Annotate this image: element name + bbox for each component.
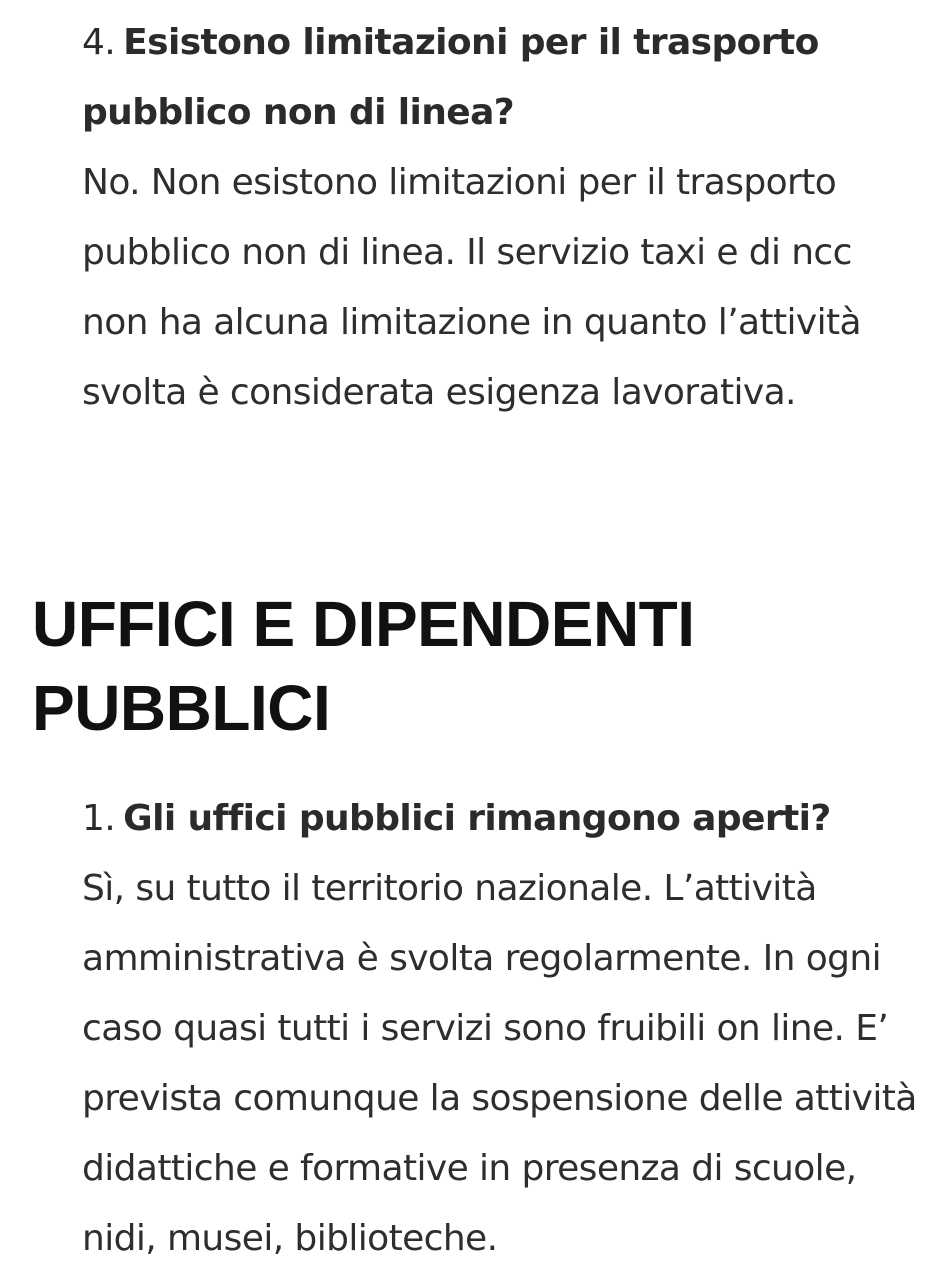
faq-answer: No. Non esistono limitazioni per il trasporto pubblico non di linea. Il servizio taxi e di ncc non ha alcuna limitazione in quanto l’attività svolta è considerata esigenza lavorativa. bbox=[82, 162, 862, 413]
faq-question bbox=[82, 784, 922, 854]
faq-answer: Sì, su tutto il territorio nazionale. L’attività amministrativa è svolta regolarmente. In ogni caso quasi tutti i servizi sono fruibili on line. E’ prevista comunque la sospensione delle attività didattiche e formative in presenza di scuole, nidi, musei, biblioteche. bbox=[82, 868, 917, 1259]
faq-item-offices bbox=[82, 784, 922, 1274]
faq-number: 1. bbox=[82, 798, 116, 839]
faq-question-text: Gli uffici pubblici rimangono aperti? bbox=[123, 798, 831, 839]
faq-item-transport bbox=[82, 8, 922, 428]
faq-question-text: Esistono limitazioni per il trasporto pubblico non di linea? bbox=[82, 22, 819, 133]
faq-number: 4. bbox=[82, 22, 116, 63]
section-heading: UFFICI E DIPENDENTI PUBBLICI bbox=[32, 588, 695, 744]
faq-question bbox=[82, 8, 922, 148]
